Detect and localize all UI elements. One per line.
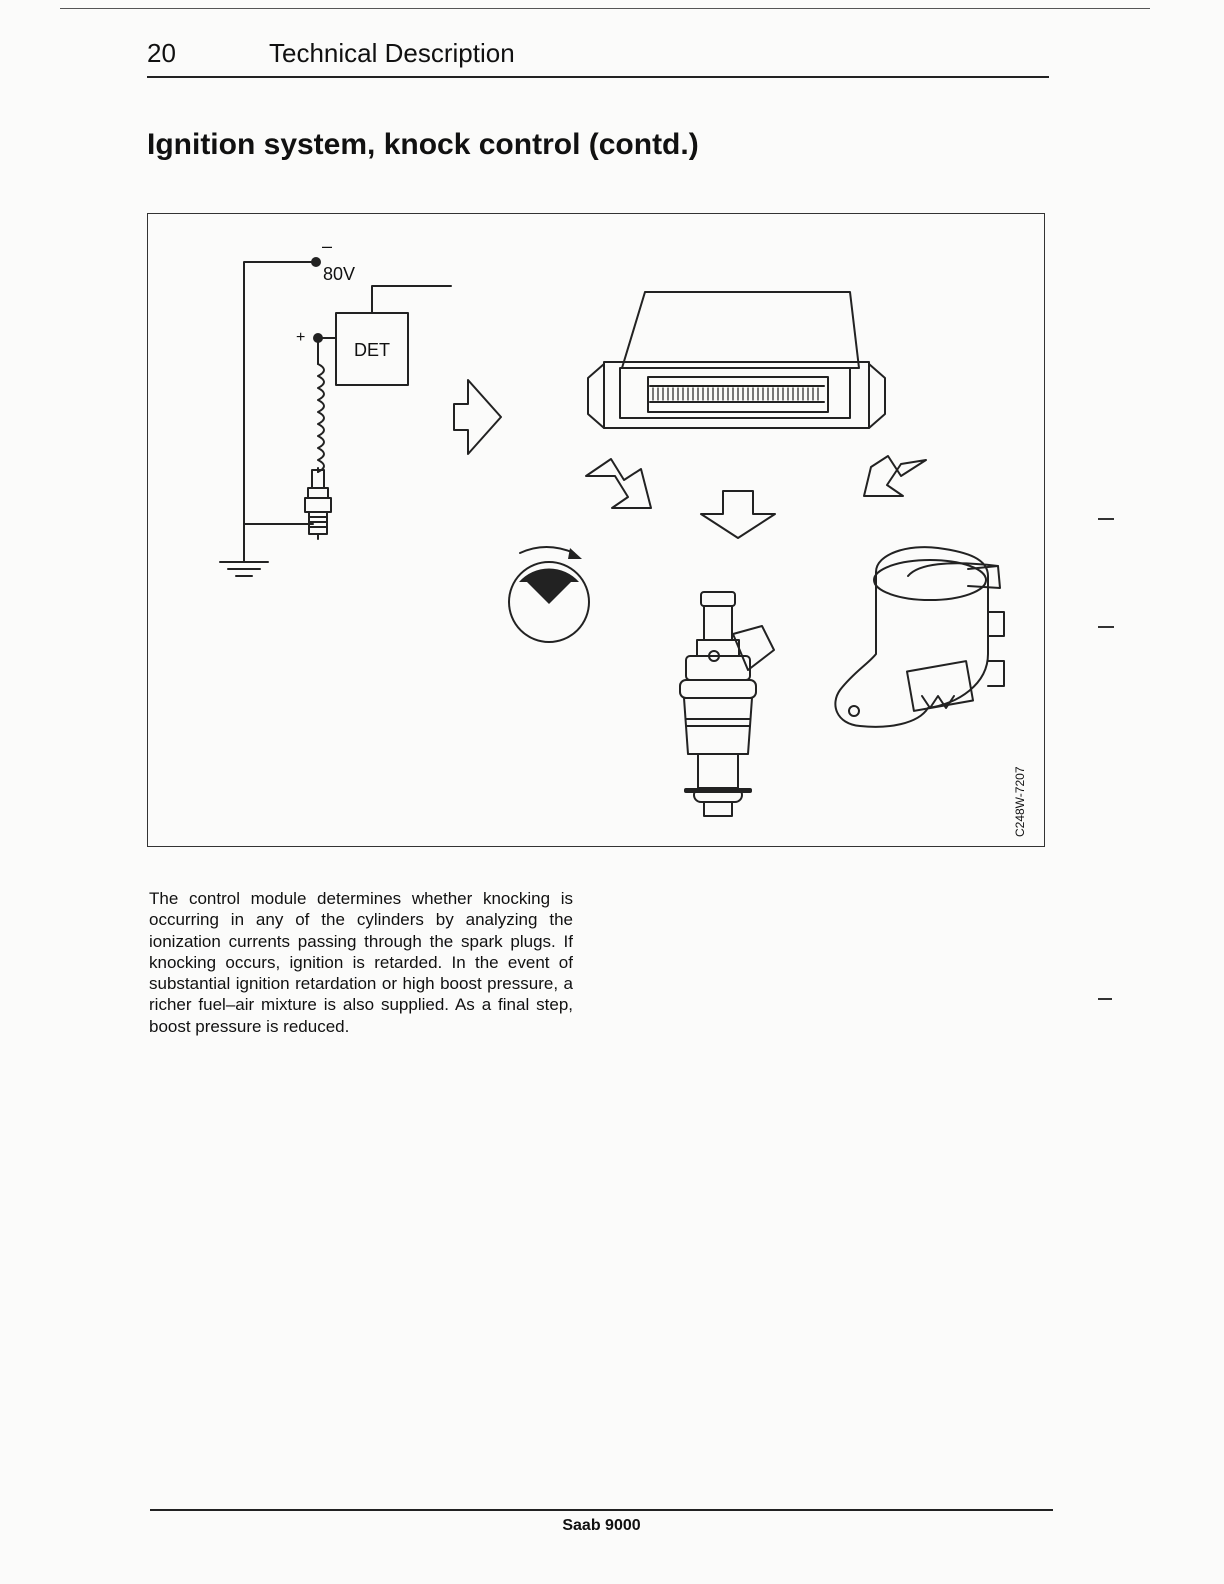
positive-terminal — [313, 333, 323, 343]
top-rule — [60, 8, 1150, 9]
page-number: 20 — [147, 38, 176, 68]
det-label: DET — [354, 340, 390, 360]
body-text: The control module determines whether knocking is occurring in any of the cylinders by analyzing the ionization currents passing through the spark plugs. If knocking occurs, ignition is retarded. In the event of substantial ignition retardation or high boost pressure, a richer fuel–air mixture is also supplied. As a final step, boost pressure is reduced. — [149, 889, 573, 1036]
circuit-wire — [244, 262, 316, 524]
retard-arrow-arc — [520, 547, 574, 553]
arrow-down-left-icon — [586, 459, 651, 508]
footer-model: Saab 9000 — [562, 1517, 641, 1534]
footer-rule — [150, 1509, 1053, 1511]
arrow-right-icon — [454, 380, 501, 454]
section-title: Technical Description — [269, 38, 515, 68]
fuel-injector-icon — [680, 592, 774, 816]
ignition-coil — [318, 364, 324, 472]
voltage-label: 80V — [323, 264, 356, 284]
control-module-icon — [588, 292, 885, 428]
det-output-wire — [372, 286, 451, 312]
binding-mark — [1098, 518, 1114, 520]
binding-mark — [1098, 626, 1114, 628]
page-header — [147, 36, 1049, 78]
binding-mark — [1098, 998, 1112, 1000]
negative-terminal — [311, 257, 321, 267]
knock-control-figure — [147, 213, 1045, 847]
spark-plug-icon — [305, 470, 331, 539]
arrow-down-icon — [701, 491, 775, 538]
figure-code: C248W-7207 — [1013, 766, 1027, 837]
page-title: Ignition system, knock control (contd.) — [147, 128, 699, 161]
figure-drawing — [148, 214, 1046, 848]
boost-valve-icon — [835, 547, 1004, 727]
arrow-down-right-icon — [864, 456, 926, 496]
plus-sign: + — [296, 329, 306, 346]
minus-sign: – — [322, 236, 333, 256]
